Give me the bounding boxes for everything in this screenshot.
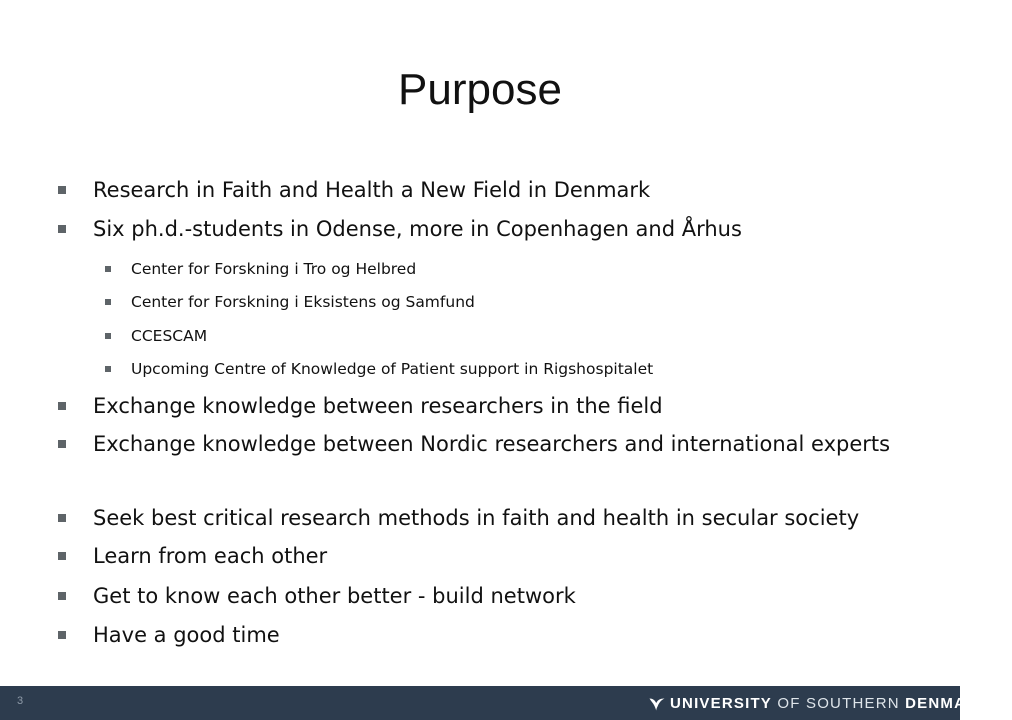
logo-text-of-southern: OF SOUTHERN	[777, 694, 900, 712]
sub-bullet-item	[105, 290, 895, 314]
page-number: 3	[17, 695, 24, 707]
square-bullet-icon	[58, 514, 66, 522]
square-bullet-icon	[58, 552, 66, 560]
square-bullet-icon	[105, 333, 111, 339]
sub-bullet-item	[105, 357, 895, 381]
sub-bullet-text: Center for Forskning i Tro og Helbred	[131, 260, 417, 278]
sdu-bird-icon	[648, 694, 666, 712]
square-bullet-icon	[105, 299, 111, 305]
logo-text-denmark: DENMARK	[905, 694, 991, 712]
bullet-text: Learn from each other	[93, 544, 328, 568]
square-bullet-icon	[105, 366, 111, 372]
bullet-item	[58, 428, 908, 460]
sub-bullet-item	[105, 324, 895, 348]
bullet-text: Get to know each other better - build network	[93, 584, 576, 608]
bullet-item	[58, 213, 908, 245]
bullet-text: Seek best critical research methods in faith and health in secular society	[93, 506, 860, 530]
square-bullet-icon	[58, 440, 66, 448]
sub-bullet-item	[105, 257, 895, 281]
university-logo	[648, 691, 1012, 715]
bullet-text: Research in Faith and Health a New Field in Denmark	[93, 178, 651, 202]
bullet-text: Six ph.d.-students in Odense, more in Copenhagen and Århus	[93, 217, 742, 241]
bullet-text: Exchange knowledge between Nordic researchers and international experts	[93, 432, 891, 456]
logo-text-dk: .DK	[990, 696, 1012, 710]
bullet-item	[58, 580, 908, 612]
bullet-text: Have a good time	[93, 623, 280, 647]
footer-bar	[0, 686, 1012, 720]
slide-title: Purpose	[398, 65, 562, 114]
bullet-item	[58, 619, 908, 651]
bullet-item	[58, 540, 908, 572]
square-bullet-icon	[58, 186, 66, 194]
square-bullet-icon	[105, 266, 111, 272]
logo-text-university: UNIVERSITY	[670, 694, 773, 712]
square-bullet-icon	[58, 592, 66, 600]
square-bullet-icon	[58, 402, 66, 410]
sub-bullet-text: Upcoming Centre of Knowledge of Patient support in Rigshospitalet	[131, 360, 654, 378]
square-bullet-icon	[58, 631, 66, 639]
sub-bullet-text: CCESCAM	[131, 327, 208, 345]
square-bullet-icon	[58, 225, 66, 233]
sub-bullet-text: Center for Forskning i Eksistens og Samfund	[131, 293, 475, 311]
bullet-text: Exchange knowledge between researchers in the field	[93, 394, 663, 418]
bullet-item	[58, 390, 908, 422]
bullet-item	[58, 502, 908, 534]
bullet-item	[58, 174, 908, 206]
